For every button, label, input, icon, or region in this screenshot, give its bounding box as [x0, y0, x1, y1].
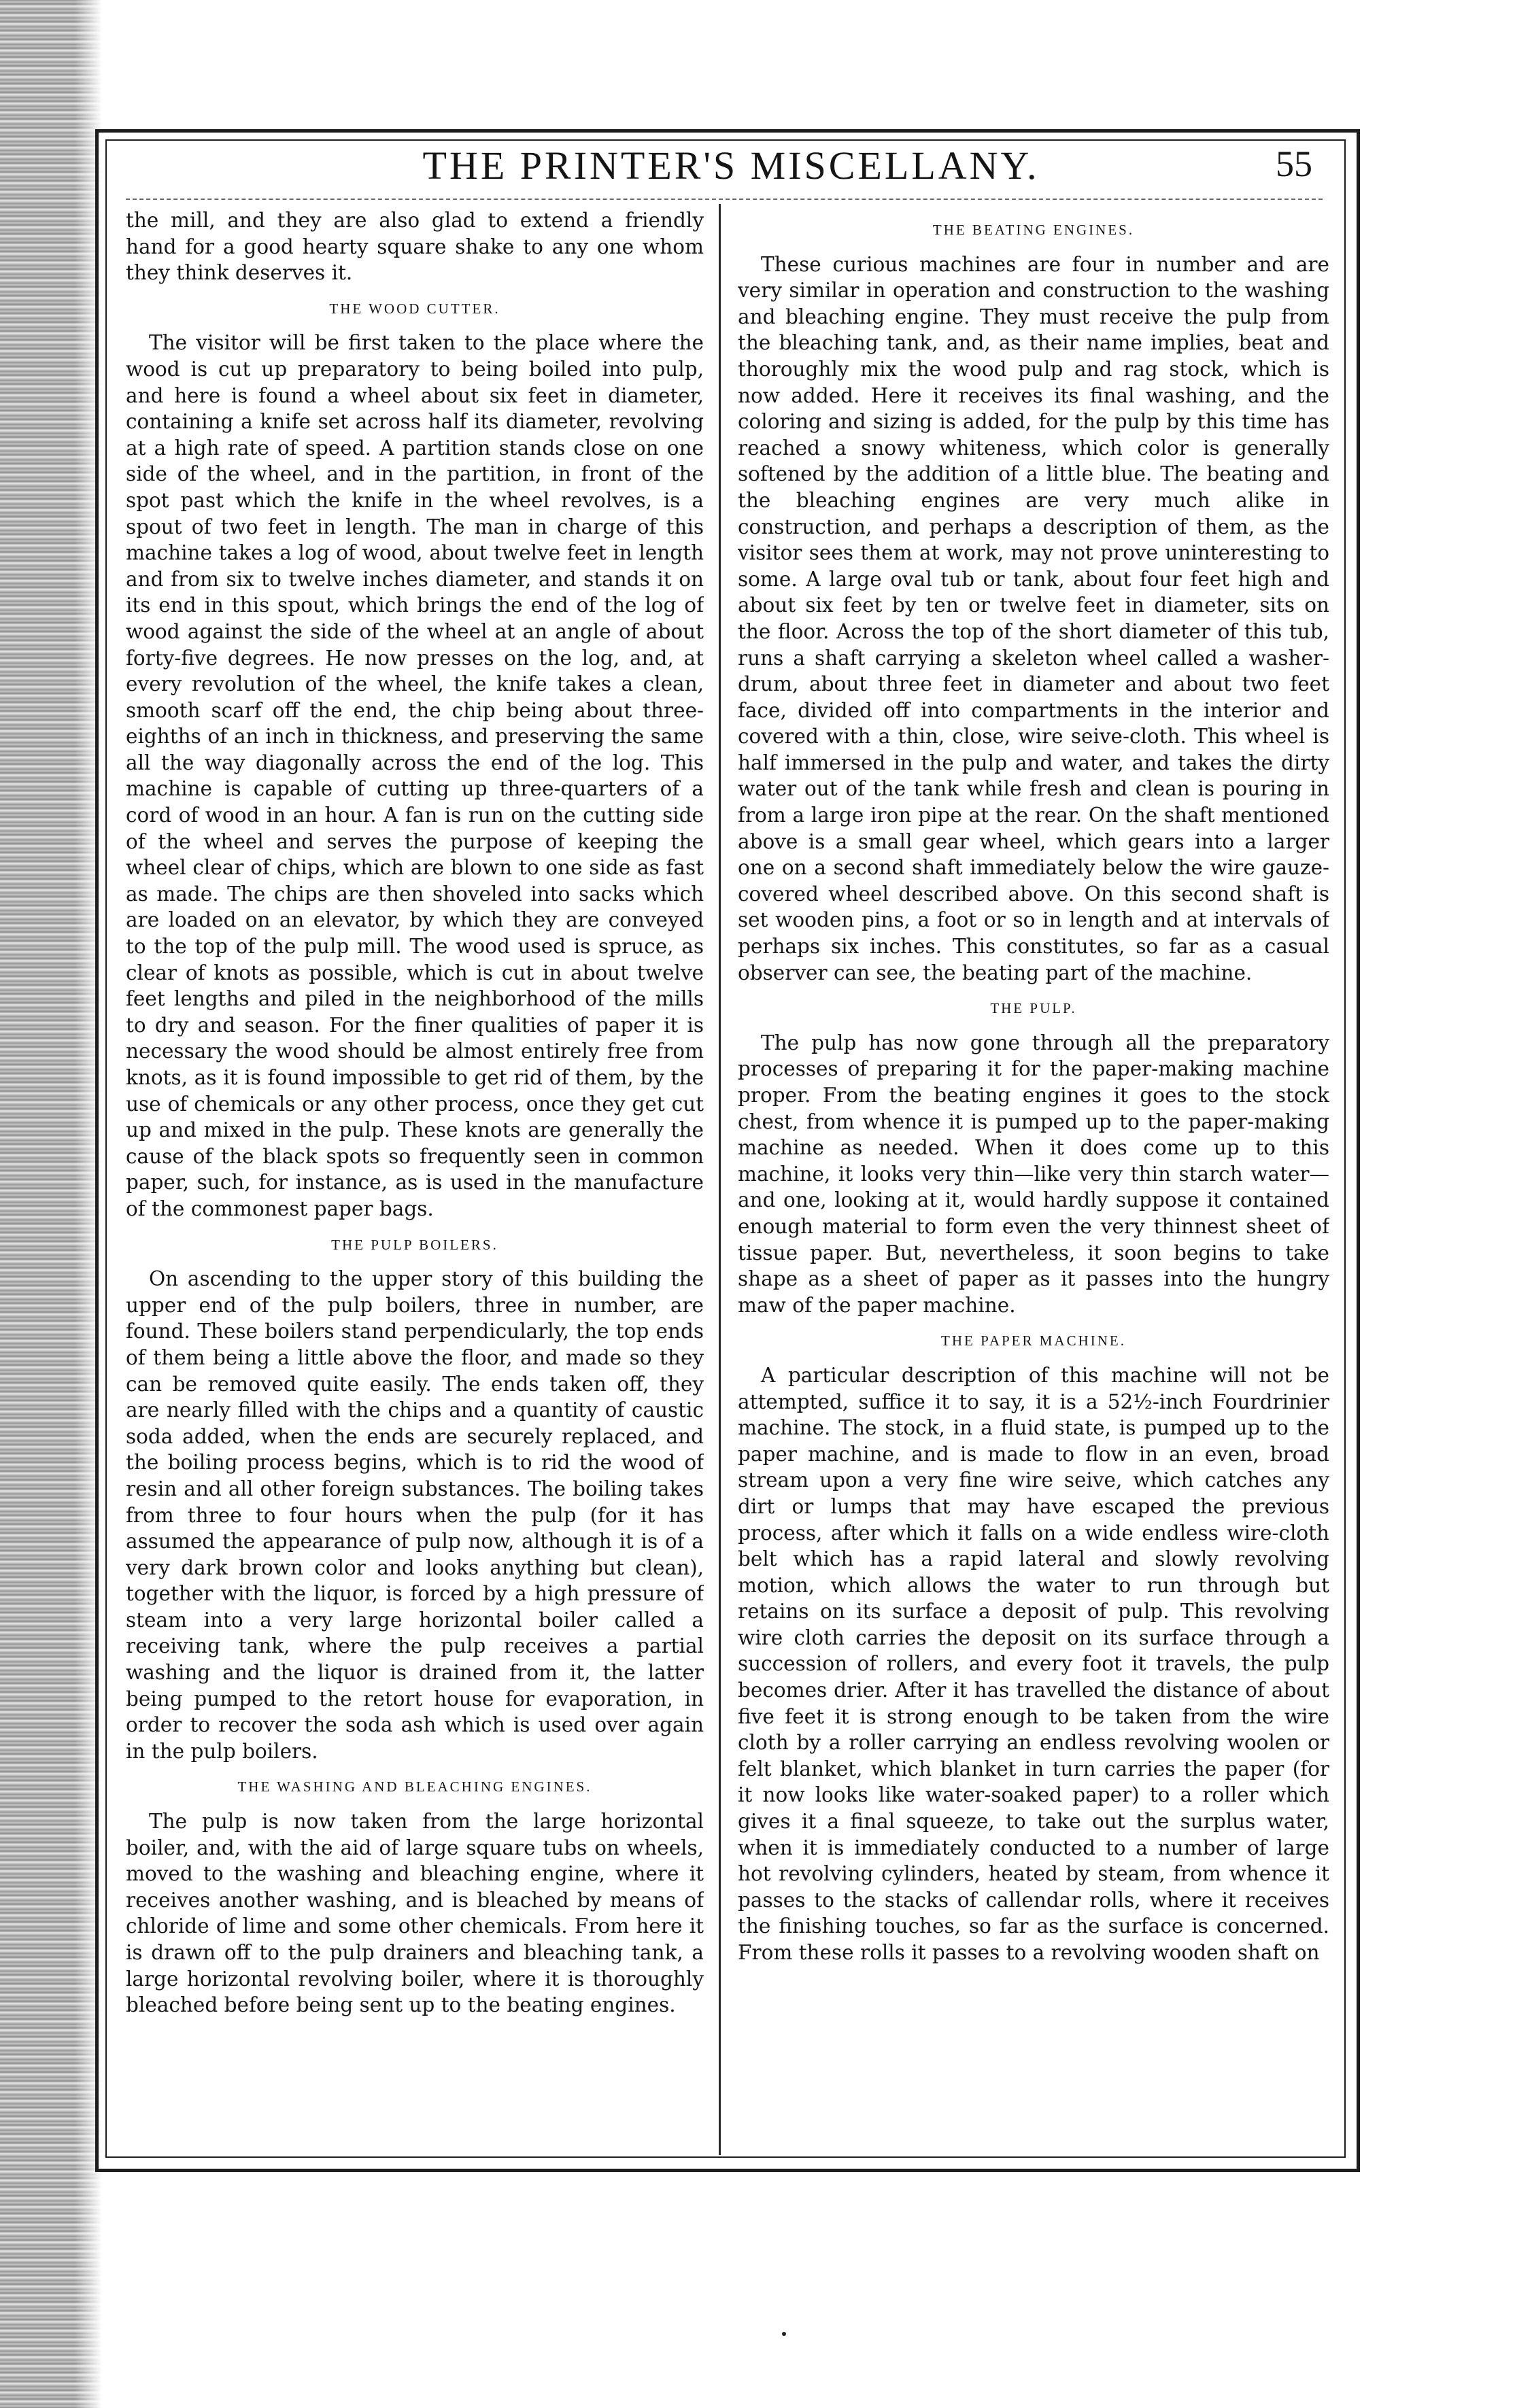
paragraph-pulp-boilers: On ascending to the upper story of this building the upper end of the pulp boilers, three in number, are found. These boilers stand perpendicularly, the top ends of them being a little above the floor, and made so they can be removed quite easily. The ends taken off, they are nearly filled with the chips and a quantity of caustic soda added, when the ends are securely replaced, and the boiling process begins, which is to rid the wood of resin and all other foreign substances. The boiling takes from three to four hours when the pulp (for it has assumed the appearance of pulp now, although it is of a very dark brown color and looks anything but clean), together with the liquor, is forced by a high pressure of steam into a very large horizontal boiler called a receiving tank, where the pulp receives a partial washing and the liquor is drained from it, the latter being pumped to the retort house for evaporation, in order to recover the soda ash which is used over again in the pulp boilers. [126, 1267, 704, 1763]
left-column [126, 207, 704, 2155]
stray-ink-dot [782, 2332, 786, 2336]
page-number: 55 [1276, 143, 1312, 184]
running-title: THE PRINTER'S MISCELLANY. [422, 143, 1040, 188]
paragraph-washing-bleaching: The pulp is now taken from the large horizontal boiler, and, with the aid of large square tubs on wheels, moved to the washing and bleaching engine, where it receives another washing, and is bleached by means of chloride of lime and some other chemicals. From here it is drawn off to the pulp drainers and bleaching tank, a large horizontal revolving boiler, where it is thoroughly bleached before being sent up to the beating engines. [126, 1810, 704, 2017]
paragraph-beating-engines: These curious machines are four in number and are very similar in operation and construction to the washing and bleaching engine. They must receive the pulp from the bleaching tank, and, as their name implies, beat and thoroughly mix the wood pulp and rag stock, which is now added. Here it receives its final washing, and the coloring and sizing is added, for the pulp by this time has reached a snowy whiteness, which color is generally softened by the addition of a little blue. The beating and the bleaching engines are very much alike in construction, and perhaps a description of them, as the visitor sees them at work, may not prove uninteresting to some. A large oval tub or tank, about four feet high and about six feet by ten or twelve feet in diameter, sits on the floor. Across the top of the short diameter of this tub, runs a shaft carrying a skeleton wheel called a washer-drum, about three feet in diameter and about two feet face, divided off into compartments in the interior and covered with a thin, close, wire seive-cloth. This wheel is half immersed in the pulp and water, and takes the dirty water out of the tank while fresh and clean is pouring in from a large iron pipe at the rear. On the shaft mentioned above is a small gear wheel, which gears into a larger one on a second shaft immediately below the wire gauze-covered wheel described above. On this second shaft is set wooden pins, a foot or so in length and at intervals of perhaps six inches. This constitutes, so far as a casual observer can see, the beating part of the machine. [738, 252, 1329, 984]
paragraph-continued: the mill, and they are also glad to extend a friendly hand for a good hearty square shake to any one whom they think deserves it. [126, 209, 704, 285]
heading-beating-engines: THE BEATING ENGINES. [932, 222, 1135, 238]
heading-washing-bleaching: THE WASHING AND BLEACHING ENGINES. [237, 1778, 592, 1795]
paragraph-wood-cutter: The visitor will be first taken to the place where the wood is cut up preparatory to being boiled into pulp, and here is found a wheel about six feet in diameter, containing a knife set across half its diameter, revolving at a high rate of speed. A partition stands close on one side of the wheel, and in the partition, in front of the spot past which the knife in the wheel revolves, is a spout of two feet in length. The man in charge of this machine takes a log of wood, about twelve feet in length and from six to twelve inches diameter, and stands it on its end in this spout, which brings the end of the log of wood against the side of the wheel at an angle of about forty-five degrees. He now presses on the log, and, at every revolution of the wheel, the knife takes a clean, smooth scarf off the end, the chip being about three-eighths of an inch in thickness, and preserving the same all the way diagonally across the end of the log. This machine is capable of cutting up three-quarters of a cord of wood in an hour. A fan is run on the cutting side of the wheel and serves the purpose of keeping the wheel clear of chips, which are blown to one side as fast as made. The chips are then shoveled into sacks which are loaded on an elevator, by which they are conveyed to the top of the pulp mill. The wood used is spruce, as clear of knots as possible, which is cut in about twelve feet lengths and piled in the neighborhood of the mills to dry and season. For the finer qualities of paper it is necessary the wood should be almost entirely free from knots, as it is found impossible to get rid of them, by the use of chemicals or any other process, once they get cut up and mixed in the pulp. These knots are generally the cause of the black spots so frequently seen in common paper, such, for instance, as is used in the manufacture of the commonest paper bags. [126, 331, 704, 1220]
header-rule [126, 199, 1323, 200]
paragraph-paper-machine: A particular description of this machine will not be attempted, suffice it to say, it is a 52½-inch Fourdrinier machine. The stock, in a fluid state, is pumped up to the paper machine, and is made to flow in an even, broad stream upon a very fine wire seive, which catches any dirt or lumps that may have escaped the previous process, after which it falls on a wide endless wire-cloth belt which has a rapid lateral and slowly revolving motion, which allows the water to run through but retains on its surface a deposit of pulp. This revolving wire cloth carries the deposit on its surface through a succession of rollers, and every foot it travels, the pulp becomes drier. After it has travelled the distance of about five feet it is strong enough to be taken from the wire cloth by a roller carrying an endless revolving woolen or felt blanket, which blanket in turn carries the paper (for it now looks like water-soaked paper) to a roller which gives it a final squeeze, to take out the surplus water, when it is immediately conducted to a number of large hot revolving cylinders, heated by steam, from whence it passes to the stacks of callendar rolls, where it receives the finishing touches, so far as the surface is concerned. From these rolls it passes to a revolving wooden shaft on [738, 1363, 1329, 1964]
paragraph-pulp: The pulp has now gone through all the preparatory processes of preparing it for the paper-making machine proper. From the beating engines it goes to the stock chest, from whence it is pumped up to the paper-making machine as needed. When it does come up to this machine, it looks very thin—like very thin starch water—and one, looking at it, would hardly suppose it contained enough material to form even the very thinnest sheet of tissue paper. But, nevertheless, it soon begins to take shape as a sheet of paper as it passes into the hungry maw of the paper machine. [738, 1031, 1329, 1317]
right-column [738, 207, 1329, 2155]
heading-wood-cutter: THE WOOD CUTTER. [329, 300, 500, 317]
page-header [381, 143, 1312, 197]
heading-pulp-boilers: THE PULP BOILERS. [331, 1236, 498, 1253]
heading-pulp: THE PULP. [990, 1000, 1077, 1017]
heading-paper-machine: THE PAPER MACHINE. [941, 1332, 1126, 1349]
book-binding-edge [0, 0, 102, 2408]
column-divider [719, 204, 721, 2155]
